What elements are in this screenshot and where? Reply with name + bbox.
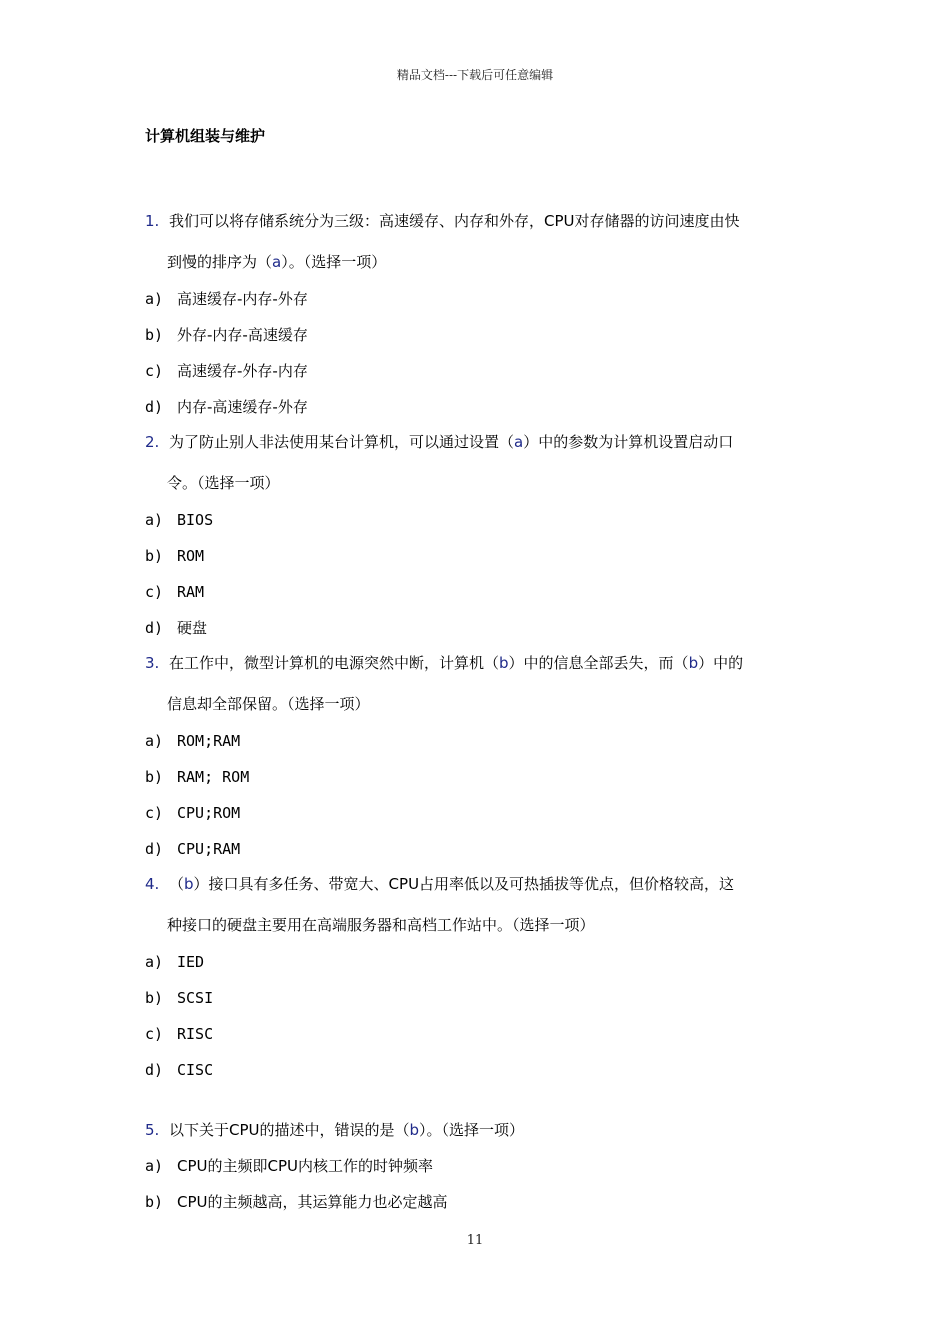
question-text-line2: 种接口的硬盘主要用在高端服务器和高档工作站中。（选择一项）	[167, 916, 595, 934]
option-2d: d) 硬盘	[145, 619, 208, 637]
option-5b: b) CPU的主频越高，其运算能力也必定越高	[145, 1193, 448, 1211]
option-4a: a) IED	[145, 953, 205, 971]
question-number: 1.	[145, 212, 160, 230]
option-3b: b) RAM; ROM	[145, 768, 250, 786]
question-number: 2.	[145, 433, 160, 451]
option-3c: c) CPU;ROM	[145, 804, 241, 822]
question-3: 3. 在工作中，微型计算机的电源突然中断，计算机（b）中的信息全部丢失，而（b）中的 信息却全部保留。（选择一项）	[145, 643, 815, 725]
option-3a: a) ROM;RAM	[145, 732, 241, 750]
question-5: 5. 以下关于CPU的描述中，错误的是（b）。（选择一项）	[145, 1110, 815, 1151]
page-number: 11	[466, 1233, 484, 1248]
question-text-line2: 到慢的排序为（a）。（选择一项）	[167, 253, 387, 271]
question-text-line2: 令。（选择一项）	[167, 474, 280, 492]
answer-key: b	[688, 654, 699, 672]
question-text-line2: 信息却全部保留。（选择一项）	[167, 695, 370, 713]
answer-key: b	[409, 1121, 420, 1139]
option-1b: b) 外存-内存-高速缓存	[145, 326, 308, 344]
option-1a: a) 高速缓存-内存-外存	[145, 290, 308, 308]
question-text: 我们可以将存储系统分为三级：高速缓存、内存和外存，CPU对存储器的访问速度由快	[169, 212, 740, 230]
question-1	[145, 201, 815, 283]
question-number: 3.	[145, 654, 160, 672]
question-number: 5.	[145, 1121, 160, 1139]
question-2: 2. 为了防止别人非法使用某台计算机，可以通过设置（a）中的参数为计算机设置启动口 令。（选择一项）	[145, 422, 815, 504]
option-4b: b) SCSI	[145, 989, 214, 1007]
option-5a: a) CPU的主频即CPU内核工作的时钟频率	[145, 1157, 433, 1175]
option-2c: c) RAM	[145, 583, 205, 601]
option-1d: d) 内存-高速缓存-外存	[145, 398, 308, 416]
option-4c: c) RISC	[145, 1025, 214, 1043]
option-1c: c) 高速缓存-外存-内存	[145, 362, 308, 380]
answer-key: b	[184, 875, 194, 893]
answer-key: a	[514, 433, 524, 451]
option-3d: d) CPU;RAM	[145, 840, 241, 858]
option-2a: a) BIOS	[145, 511, 214, 529]
answer-key: b	[499, 654, 509, 672]
page-header: 精品文档---下载后可任意编辑	[396, 68, 554, 82]
document-title: 计算机组装与维护	[145, 127, 266, 145]
option-4d: d) CISC	[145, 1061, 214, 1079]
question-4: 4. （b）接口具有多任务、带宽大、CPU占用率低以及可热插拔等优点，但价格较高，这 种接口的硬盘主要用在高端服务器和高档工作站中。（选择一项）	[145, 864, 815, 946]
option-2b: b) ROM	[145, 547, 205, 565]
answer-key: a	[272, 253, 282, 271]
question-number: 4.	[145, 875, 160, 893]
